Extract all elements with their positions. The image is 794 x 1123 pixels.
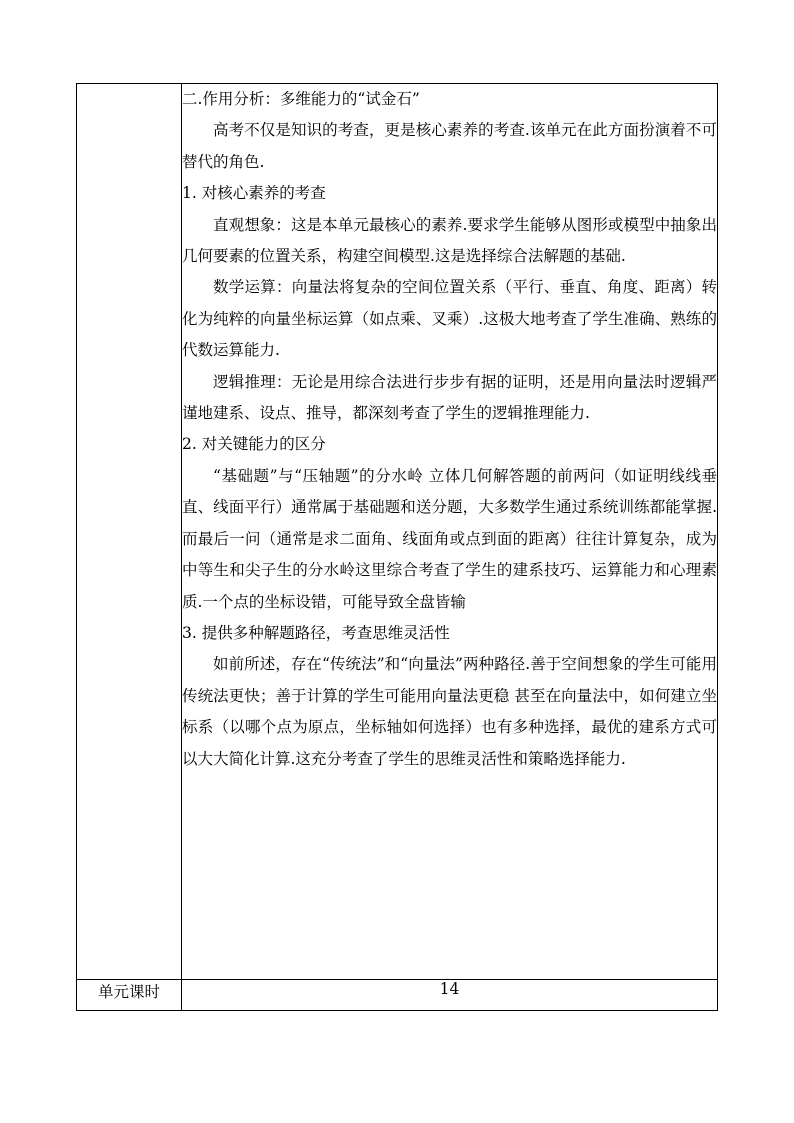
paragraph: 高考不仅是知识的考查，更是核心素养的考查.该单元在此方面扮演着不可替代的角色. bbox=[182, 121, 717, 171]
paragraph: 数学运算：向量法将复杂的空间位置关系（平行、垂直、角度、距离）转化为纯粹的向量坐标运算（如点乘、叉乘）.这极大地考查了学生准确、熟练的代数运算能力. bbox=[182, 278, 717, 360]
section-heading: 二.作用分析：多维能力的“试金石” bbox=[182, 90, 420, 108]
subsection-heading: 3. 提供多种解题路径，考查思维灵活性 bbox=[182, 623, 450, 642]
subsection-heading: 1. 对核心素养的考查 bbox=[182, 184, 326, 203]
paragraph: 逻辑推理：无论是用综合法进行步步有据的证明，还是用向量法时逻辑严谨地建系、设点、推导，都深刻考查了学生的逻辑推理能力. bbox=[182, 372, 717, 423]
content-row bbox=[77, 84, 718, 980]
paragraph: 如前所述，存在“传统法”和“向量法”两种路径.善于空间想象的学生可能用传统法更快；善于计算的学生可能用向量法更稳 甚至在向量法中，如何建立坐标系（以哪个点为原点，坐标轴如何选择）也有多种选择，最优的建系方式可以大大简化计算.这充分考查了学生的思维灵活性和策略选择能力. bbox=[182, 655, 717, 768]
footer-row bbox=[77, 980, 718, 1011]
unit-hours-value: 14 bbox=[182, 980, 718, 1011]
content-cell bbox=[182, 84, 718, 980]
paragraph: “基础题”与“压轴题”的分水岭 立体几何解答题的前两问（如证明线线垂直、线面平行）通常属于基础题和送分题，大多数学生通过系统训练都能掌握.而最后一问（通常是求二面角、线面角或点到面的距离）往往计算复杂，成为中等生和尖子生的分水岭这里综合考查了学生的建系技巧、运算能力和心理素质.一个点的坐标设错，可能导致全盘皆输 bbox=[182, 466, 717, 611]
subsection-heading: 2. 对关键能力的区分 bbox=[182, 435, 326, 454]
paragraph: 直观想象：这是本单元最核心的素养.要求学生能够从图形或模型中抽象出几何要素的位置关系，构建空间模型.这是选择综合法解题的基础. bbox=[182, 215, 717, 266]
unit-hours-label: 单元课时 bbox=[77, 980, 182, 1011]
left-empty-cell bbox=[77, 84, 182, 980]
document-table bbox=[76, 83, 718, 1011]
